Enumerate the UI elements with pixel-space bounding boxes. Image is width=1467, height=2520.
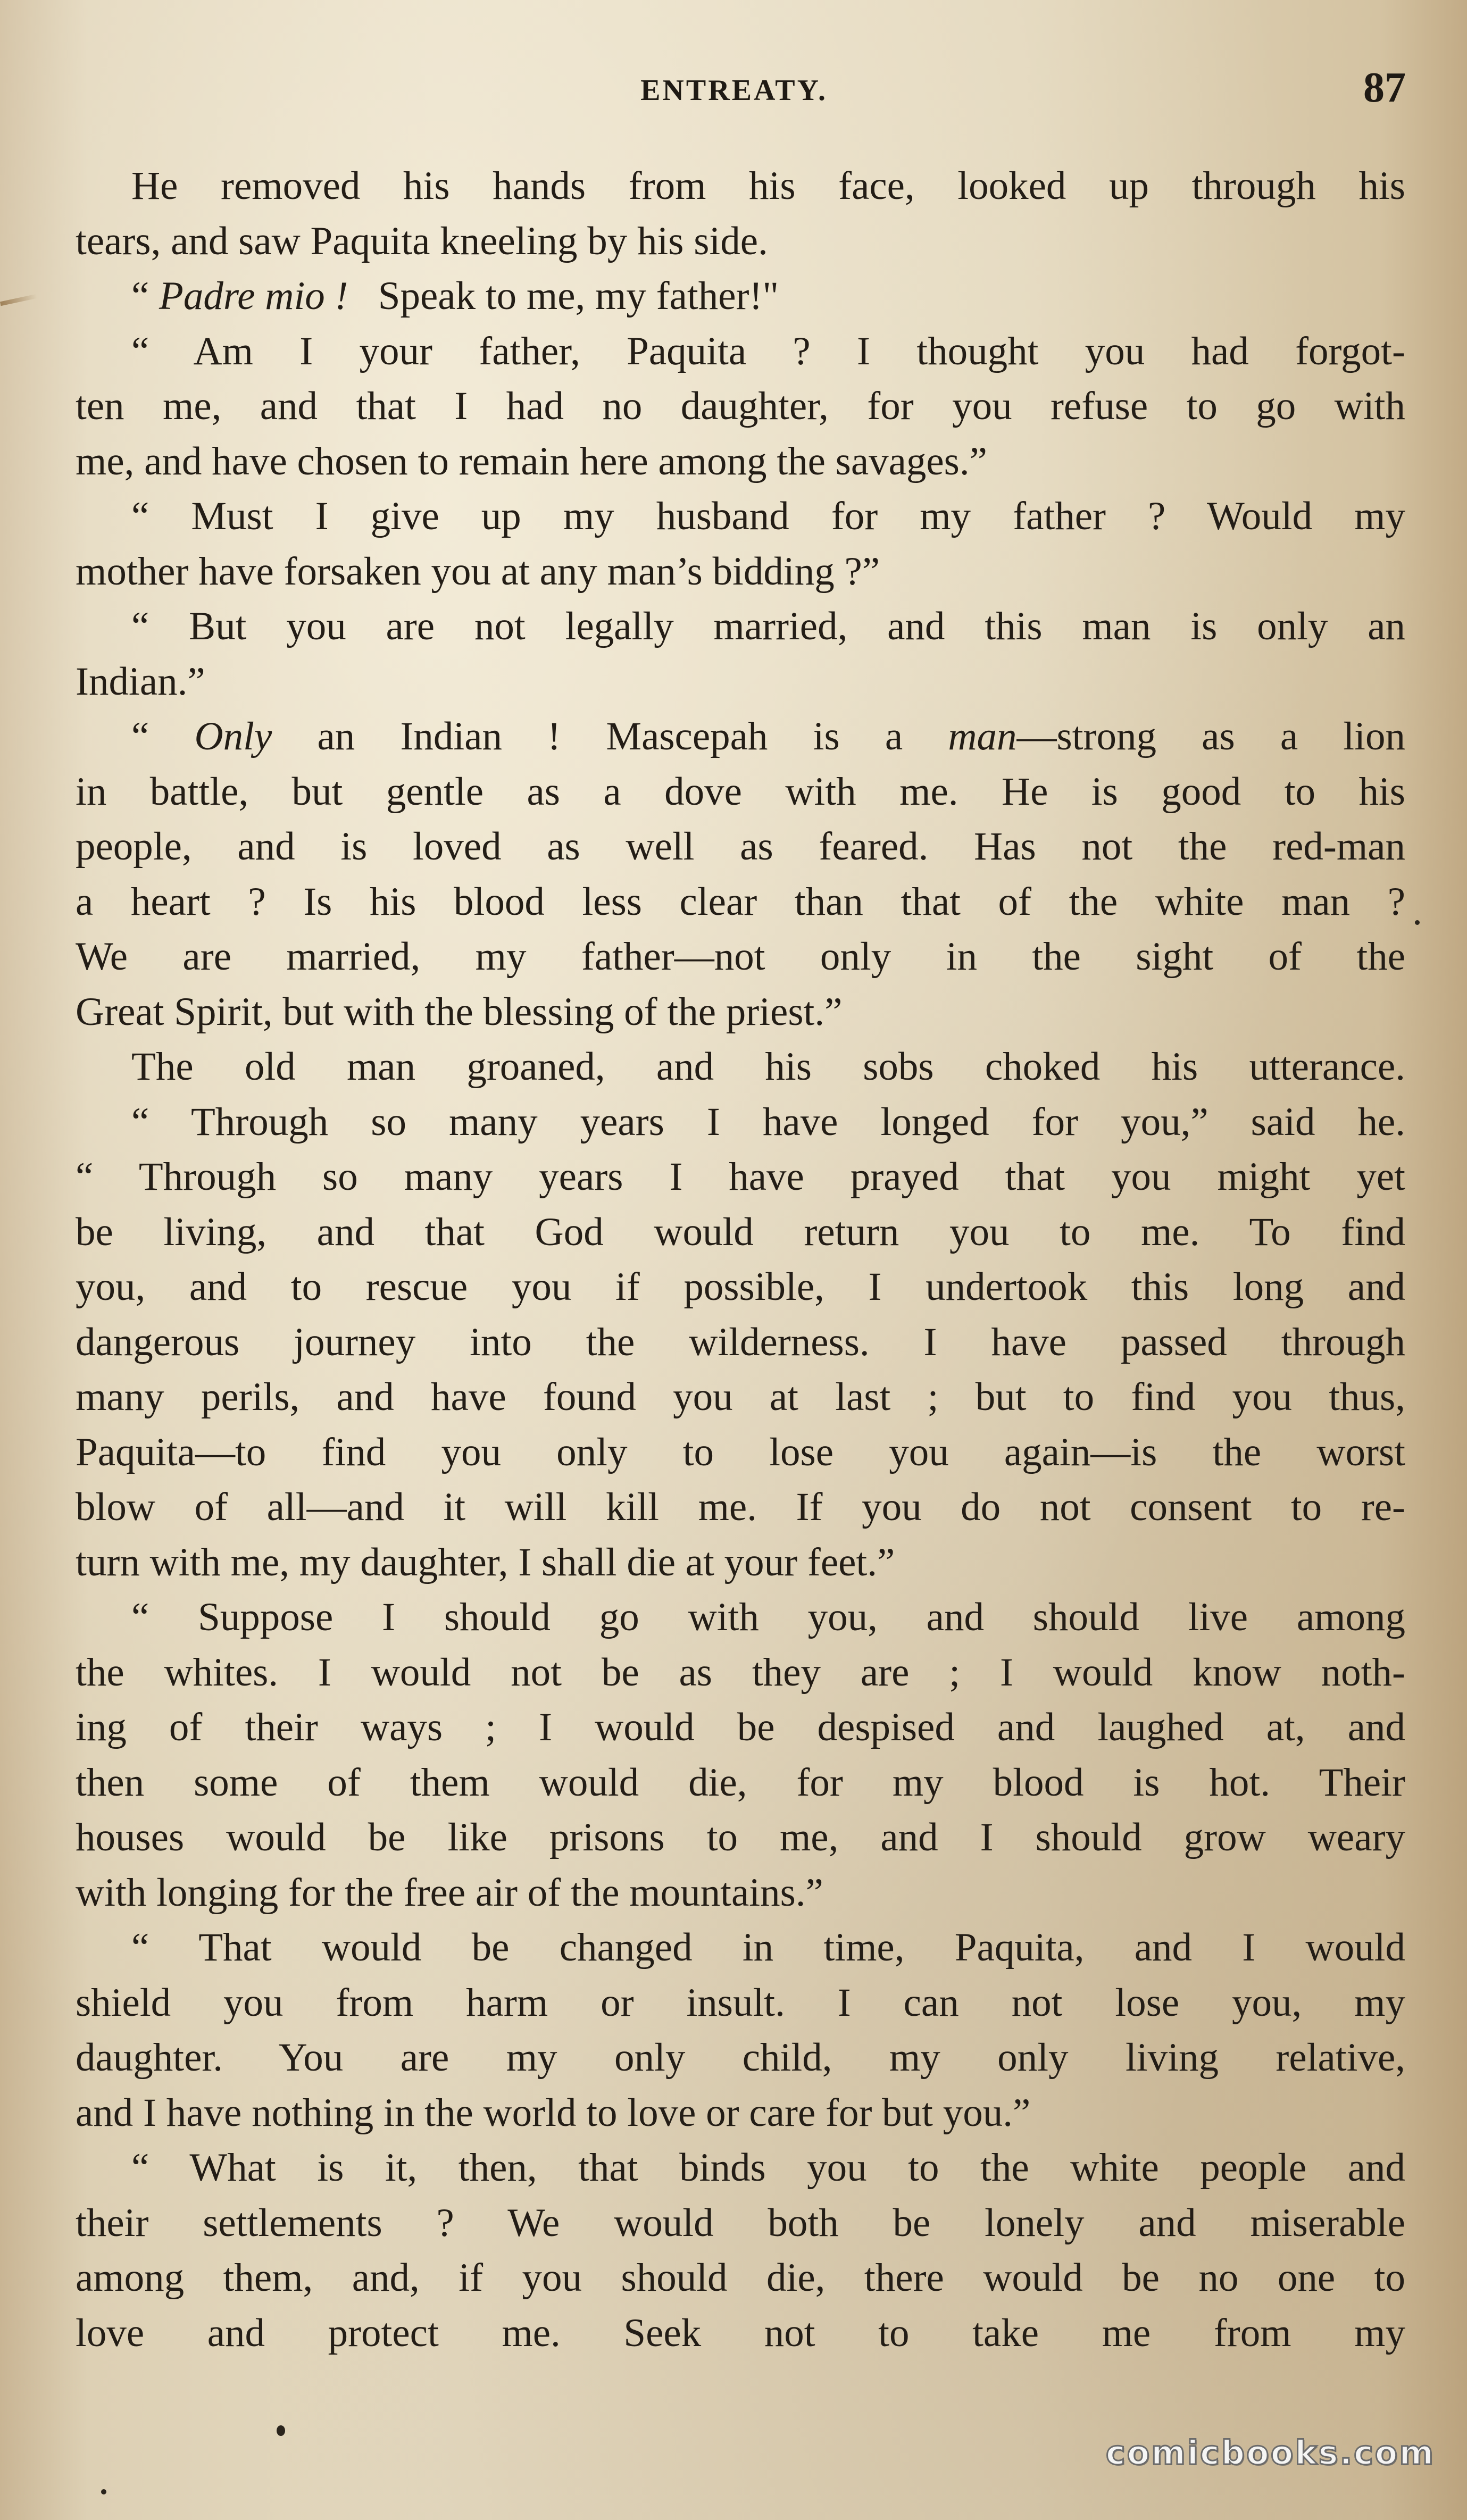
text-line: “ Suppose I should go with you, and should live among [131,1595,1405,1639]
text-line: the whites. I would not be as they are ; I would know noth- [76,1650,1405,1695]
text-line: “ But you are not legally married, and this man is only an [131,604,1405,648]
text-line: daughter. You are my only child, my only living relative, [76,2035,1405,2080]
text-line: blow of all—and it will kill me. If you do not consent to re- [76,1485,1405,1529]
text-line: “ Must I give up my husband for my father ? Would my [131,494,1405,538]
text-line: you, and to rescue you if possible, I undertook this long and [76,1265,1405,1309]
text-line: houses would be like prisons to me, and I should grow weary [76,1815,1405,1859]
watermark-logo: comicbooks.com [1105,2433,1435,2472]
text-line: tears, and saw Paquita kneeling by his side. [76,219,768,263]
page-number: 87 [1363,64,1406,111]
text-fragment: —strong as a lion [1016,714,1405,758]
italic-word: man [948,714,1017,758]
text-line: people, and is loved as well as feared. Has not the red-man [76,824,1405,869]
text-line: be living, and that God would return you to me. To find [76,1209,1405,1254]
text-line: “ Am I your father, Paquita ? I thought you had forgot- [131,329,1405,373]
text-line: with longing for the free air of the mountains.” [76,1870,823,1915]
text-line: The old man groaned, and his sobs choked his utterance. [131,1045,1405,1089]
text-line: Great Spirit, but with the blessing of the priest.” [76,989,843,1034]
text-line: turn with me, my daughter, I shall die at your feet.” [76,1540,895,1584]
page-header [0,64,1467,122]
text-line: “ Through so many years I have prayed that you might yet [76,1155,1405,1199]
text-fragment: an Indian ! Mascepah is a [317,714,903,758]
text-line: We are married, my father—not only in the sight of the [76,934,1405,979]
ink-speck [101,2489,106,2494]
ink-speck [277,2425,285,2436]
text-line: Paquita—to find you only to lose you again—is the worst [76,1430,1405,1474]
text-line: ten me, and that I had no daughter, for you refuse to go with [76,384,1405,428]
text-line: love and protect me. Seek not to take me from my [76,2310,1405,2355]
text-line: Indian.” [76,659,205,704]
text-line [76,269,1405,324]
text-line: “ What is it, then, that binds you to the white people and [131,2146,1405,2190]
text-line: their settlements ? We would both be lonely and miserable [76,2200,1405,2245]
text-line: many perils, and have found you at last ; but to find you thus, [76,1375,1405,1419]
text-line: me, and have chosen to remain here among the savages.” [76,439,987,483]
text-line: “ Through so many years I have longed for you,” said he. [131,1099,1405,1144]
text-line: among them, and, if you should die, there would be no one to [76,2256,1405,2300]
text-line: dangerous journey into the wilderness. I have passed through [76,1320,1405,1364]
text-line: shield you from harm or insult. I can not lose you, my [76,1980,1405,2025]
text-line: mother have forsaken you at any man’s bidding ?” [76,549,880,594]
ink-speck [1415,920,1420,925]
text-line: in battle, but gentle as a dove with me. He is good to his [76,769,1405,814]
body-text [76,158,1405,2360]
italic-phrase: Padre mio ! [159,274,348,318]
italic-word: Only [194,714,272,758]
text-line [76,709,1405,764]
text-line: a heart ? Is his blood less clear than that of the white man ? [76,879,1405,924]
running-head: ENTREATY. [640,74,828,107]
margin-stain [0,294,37,306]
text-line: “ That would be changed in time, Paquita, and I would [131,1925,1405,1970]
text-fragment: Speak to me, my father!" [378,274,779,318]
text-line: ing of their ways ; I would be despised and laughed at, and [76,1705,1405,1749]
quote-mark: “ [131,274,149,318]
text-line: and I have nothing in the world to love or care for but you.” [76,2090,1031,2135]
text-line: He removed his hands from his face, looked up through his [131,164,1405,208]
text-line: then some of them would die, for my blood is hot. Their [76,1760,1405,1805]
quote-mark: “ [131,714,149,758]
